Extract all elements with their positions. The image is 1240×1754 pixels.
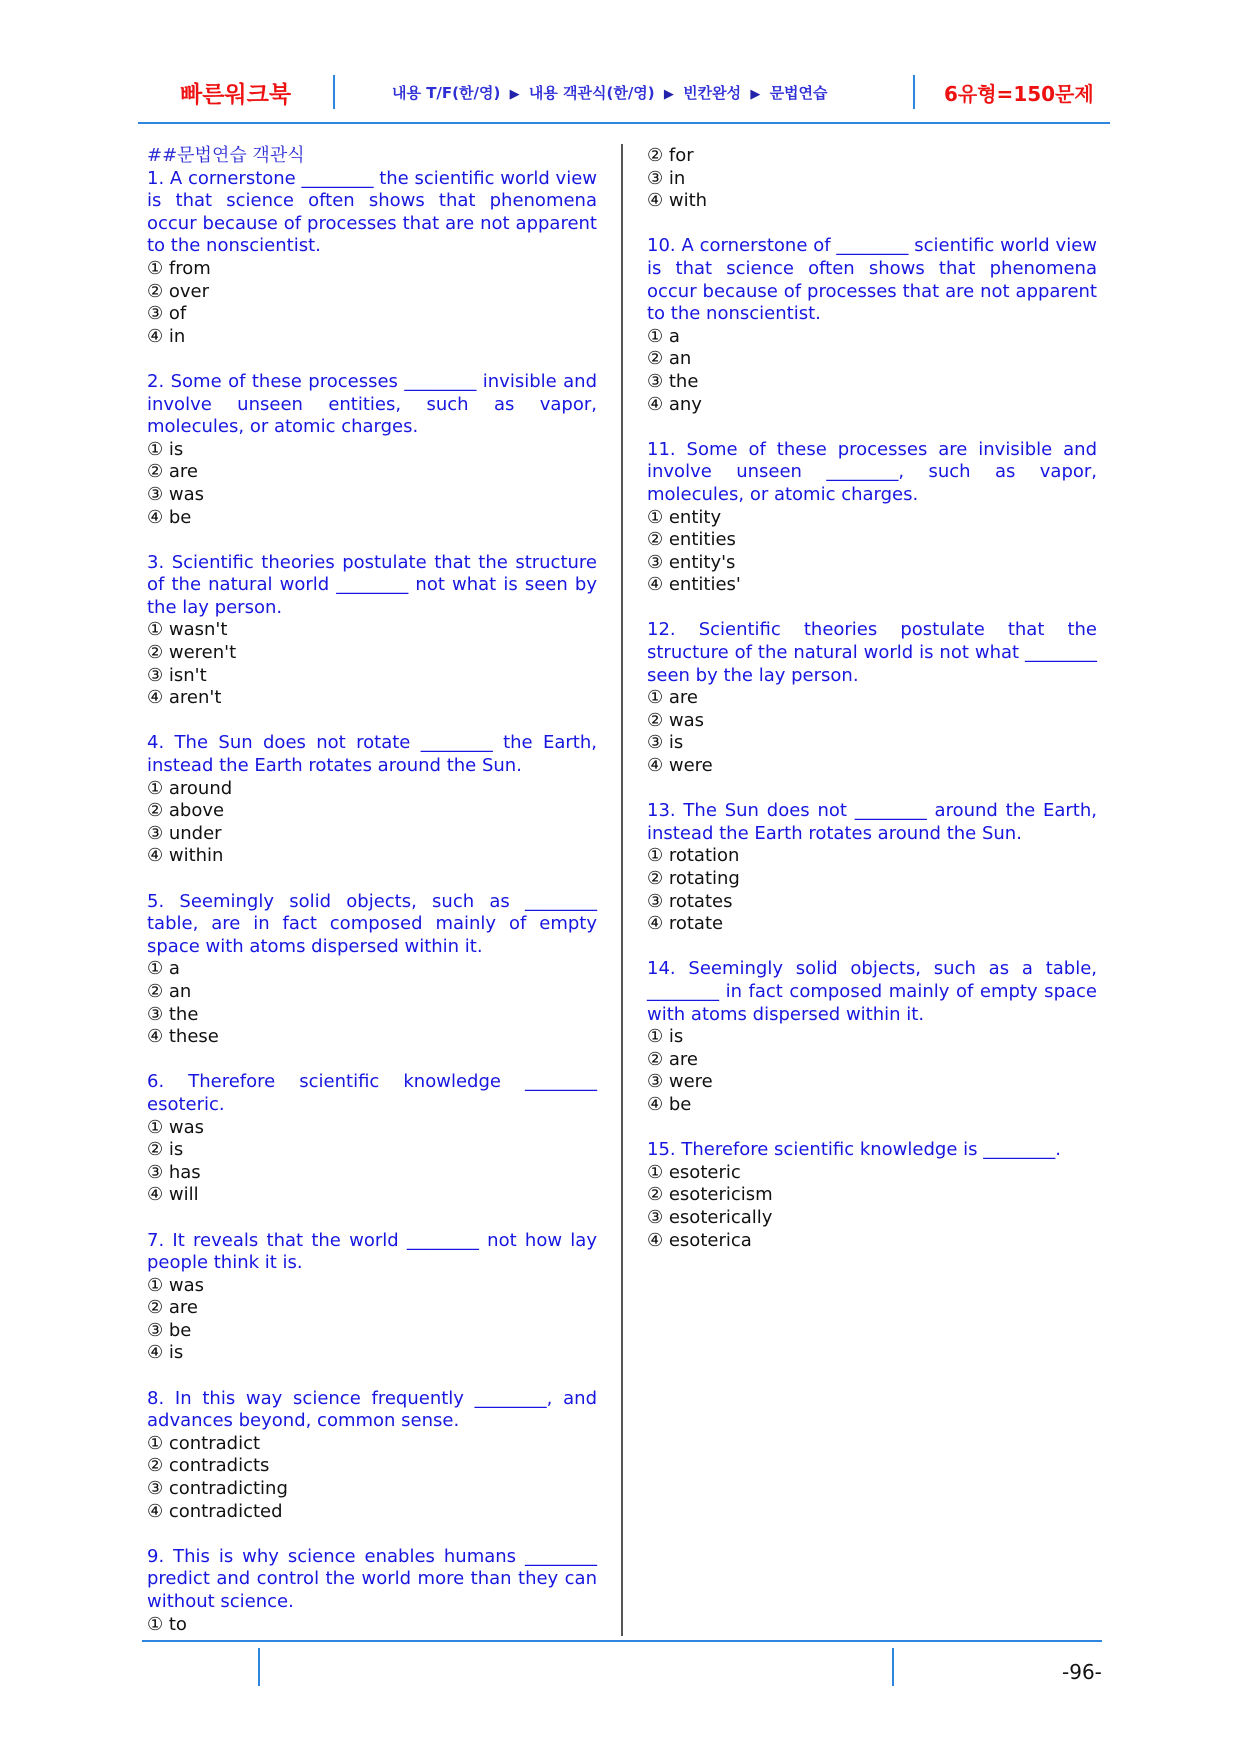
question-stem: 5. Seemingly solid objects, such as ________ table, are in fact composed mainly of empty space with atoms dispersed within it. (147, 890, 597, 957)
footer-divider-right (892, 1648, 894, 1686)
answer-option: ④ entities' (647, 574, 741, 596)
answer-option: ④ in (147, 325, 186, 347)
answer-option: ① contradict (147, 1432, 261, 1454)
answer-option: ③ under (147, 822, 222, 844)
answer-option: ② esotericism (647, 1184, 773, 1206)
spacer (147, 1365, 597, 1388)
answer-option: ① around (147, 777, 233, 799)
answer-option: ① wasn't (147, 619, 228, 641)
answer-option: ③ be (147, 1319, 192, 1341)
section-title: ##문법연습 객관식 (147, 145, 305, 166)
question-stem: 1. A cornerstone ________ the scientific world view is that science often shows that phenomena occur because of processes that are not apparent to the nonscientist. (147, 167, 597, 257)
answer-option: ① to (147, 1613, 187, 1635)
answer-option: ② entities (647, 529, 736, 551)
question-block (647, 235, 1097, 416)
page-number: -96- (1062, 1660, 1102, 1684)
question-stem: 9. This is why science enables humans ________ predict and control the world more than they can without science. (147, 1545, 597, 1612)
spacer (647, 936, 1097, 959)
spacer (147, 868, 597, 891)
spacer (647, 416, 1097, 439)
question-stem: 7. It reveals that the world ________ not how lay people think it is. (147, 1229, 597, 1274)
answer-option: ④ within (147, 845, 224, 867)
answer-option: ④ rotate (647, 913, 724, 935)
spacer (647, 1117, 1097, 1140)
question-block (147, 371, 597, 529)
question-block (647, 958, 1097, 1116)
answer-option: ③ of (147, 303, 187, 325)
answer-option: ② contradicts (147, 1455, 270, 1477)
answer-option: ④ were (647, 755, 713, 777)
answer-option: ② an (147, 980, 192, 1002)
question-block (147, 891, 597, 1049)
answer-option: ③ is (647, 732, 684, 754)
answer-option: ④ will (147, 1184, 199, 1206)
answer-option: ① from (147, 257, 211, 279)
answer-option: ④ esoterica (647, 1229, 752, 1251)
answer-option: ③ was (147, 483, 204, 505)
answer-option: ② is (147, 1139, 184, 1161)
question-stem: 13. The Sun does not ________ around the Earth, instead the Earth rotates around the Sun. (647, 800, 1097, 844)
footer-divider-left (258, 1648, 260, 1686)
arrow-right-icon: ▶ (663, 87, 674, 102)
answer-option: ② was (647, 709, 704, 731)
page-header (0, 0, 1240, 130)
answer-option: ② are (147, 1297, 198, 1319)
answer-option: ② for (647, 145, 694, 166)
answer-option: ① is (647, 1026, 684, 1048)
answer-option: ③ the (647, 370, 699, 392)
question-stem: 11. Some of these processes are invisible and involve unseen ________, such as vapor, molecules, or atomic charges. (647, 438, 1097, 505)
header-divider-right (913, 75, 915, 109)
answer-option: ④ contradicted (147, 1500, 283, 1522)
spacer (147, 1049, 597, 1072)
question-stem: 15. Therefore scientific knowledge is ________. (647, 1139, 1061, 1161)
arrow-right-icon: ▶ (509, 87, 520, 102)
answer-option: ③ rotates (647, 890, 733, 912)
answer-option: ③ were (647, 1071, 713, 1093)
question-block (647, 439, 1097, 597)
question-stem: 3. Scientific theories postulate that the structure of the natural world ________ not what is seen by the lay person. (147, 551, 597, 618)
answer-option: ③ in (647, 167, 686, 189)
answer-option: ① a (647, 325, 680, 347)
answer-option: ② above (147, 800, 225, 822)
question-block (647, 1139, 1097, 1252)
right-column (647, 145, 1097, 1252)
answer-option: ④ with (647, 190, 708, 212)
column-divider (621, 144, 623, 1636)
question-stem: 12. Scientific theories postulate that the structure of the natural world is not what ________ seen by the lay person. (647, 619, 1097, 686)
answer-option: ③ esoterically (647, 1206, 773, 1228)
answer-option: ① rotation (647, 845, 740, 867)
question-block (147, 1071, 597, 1207)
question-block (147, 1230, 597, 1366)
answer-option: ③ entity's (647, 551, 736, 573)
brand-title: 빠른워크북 (180, 82, 292, 108)
question-block (147, 168, 597, 349)
header-rule (138, 122, 1110, 124)
answer-option: ① esoteric (647, 1161, 741, 1183)
question-block (647, 800, 1097, 936)
question-stem: 6. Therefore scientific knowledge ________ esoteric. (147, 1071, 597, 1115)
answer-option: ④ aren't (147, 687, 222, 709)
spacer (647, 213, 1097, 236)
answer-option: ② rotating (647, 868, 740, 889)
header-divider-left (333, 75, 335, 109)
answer-option: ④ be (147, 506, 192, 528)
answer-option: ① was (147, 1274, 204, 1296)
answer-option: ④ is (147, 1342, 184, 1364)
answer-option: ③ the (147, 1003, 199, 1025)
footer-rule (142, 1640, 1102, 1642)
answer-option: ② weren't (147, 642, 237, 664)
answer-option: ③ has (147, 1161, 201, 1183)
question-stem: 14. Seemingly solid objects, such as a table, ________ in fact composed mainly of empty space with atoms dispersed within it. (647, 958, 1097, 1025)
answer-option: ④ any (647, 393, 702, 415)
nav-item-grammar: 문법연습 (769, 84, 828, 102)
answer-option: ③ contradicting (147, 1478, 288, 1500)
nav-item-objective: 내용 객관식(한/영) (528, 84, 655, 102)
spacer (147, 710, 597, 733)
answer-option: ① are (647, 687, 698, 709)
spacer (647, 778, 1097, 801)
question-block (147, 1388, 597, 1524)
answer-option: ① is (147, 438, 184, 460)
question-stem: 2. Some of these processes ________ invisible and involve unseen entities, such as vapor, molecules, or atomic charges. (147, 370, 597, 438)
left-column (147, 145, 597, 1636)
question-block (147, 1546, 597, 1636)
answer-option: ③ isn't (147, 664, 207, 686)
spacer (147, 1523, 597, 1546)
spacer (147, 529, 597, 552)
answer-option: ② are (147, 461, 198, 483)
answer-option: ① was (147, 1116, 204, 1138)
header-nav (392, 82, 828, 103)
answer-option: ④ be (647, 1093, 692, 1115)
answer-option: ① entity (647, 506, 722, 528)
answer-option: ① a (147, 958, 180, 980)
nav-item-blank: 빈칸완성 (683, 84, 742, 102)
answer-option: ② an (647, 348, 692, 370)
question-block (647, 619, 1097, 777)
question-stem: 4. The Sun does not rotate ________ the Earth, instead the Earth rotates around the Sun. (147, 732, 597, 777)
arrow-right-icon: ▶ (750, 87, 761, 102)
problem-count: 6유형=150문제 (944, 82, 1094, 106)
nav-item-tf: 내용 T/F(한/영) (392, 84, 501, 102)
question-block (147, 732, 597, 868)
question-stem: 8. In this way science frequently ________, and advances beyond, common sense. (147, 1387, 597, 1432)
spacer (647, 597, 1097, 620)
answer-option: ② are (647, 1048, 698, 1070)
answer-option: ② over (147, 280, 209, 302)
spacer (147, 348, 597, 371)
question-block (147, 552, 597, 710)
spacer (147, 1207, 597, 1230)
question-stem: 10. A cornerstone of ________ scientific world view is that science often shows that phenomena occur because of processes that are not apparent to the nonscientist. (647, 235, 1097, 325)
answer-option: ④ these (147, 1026, 219, 1048)
